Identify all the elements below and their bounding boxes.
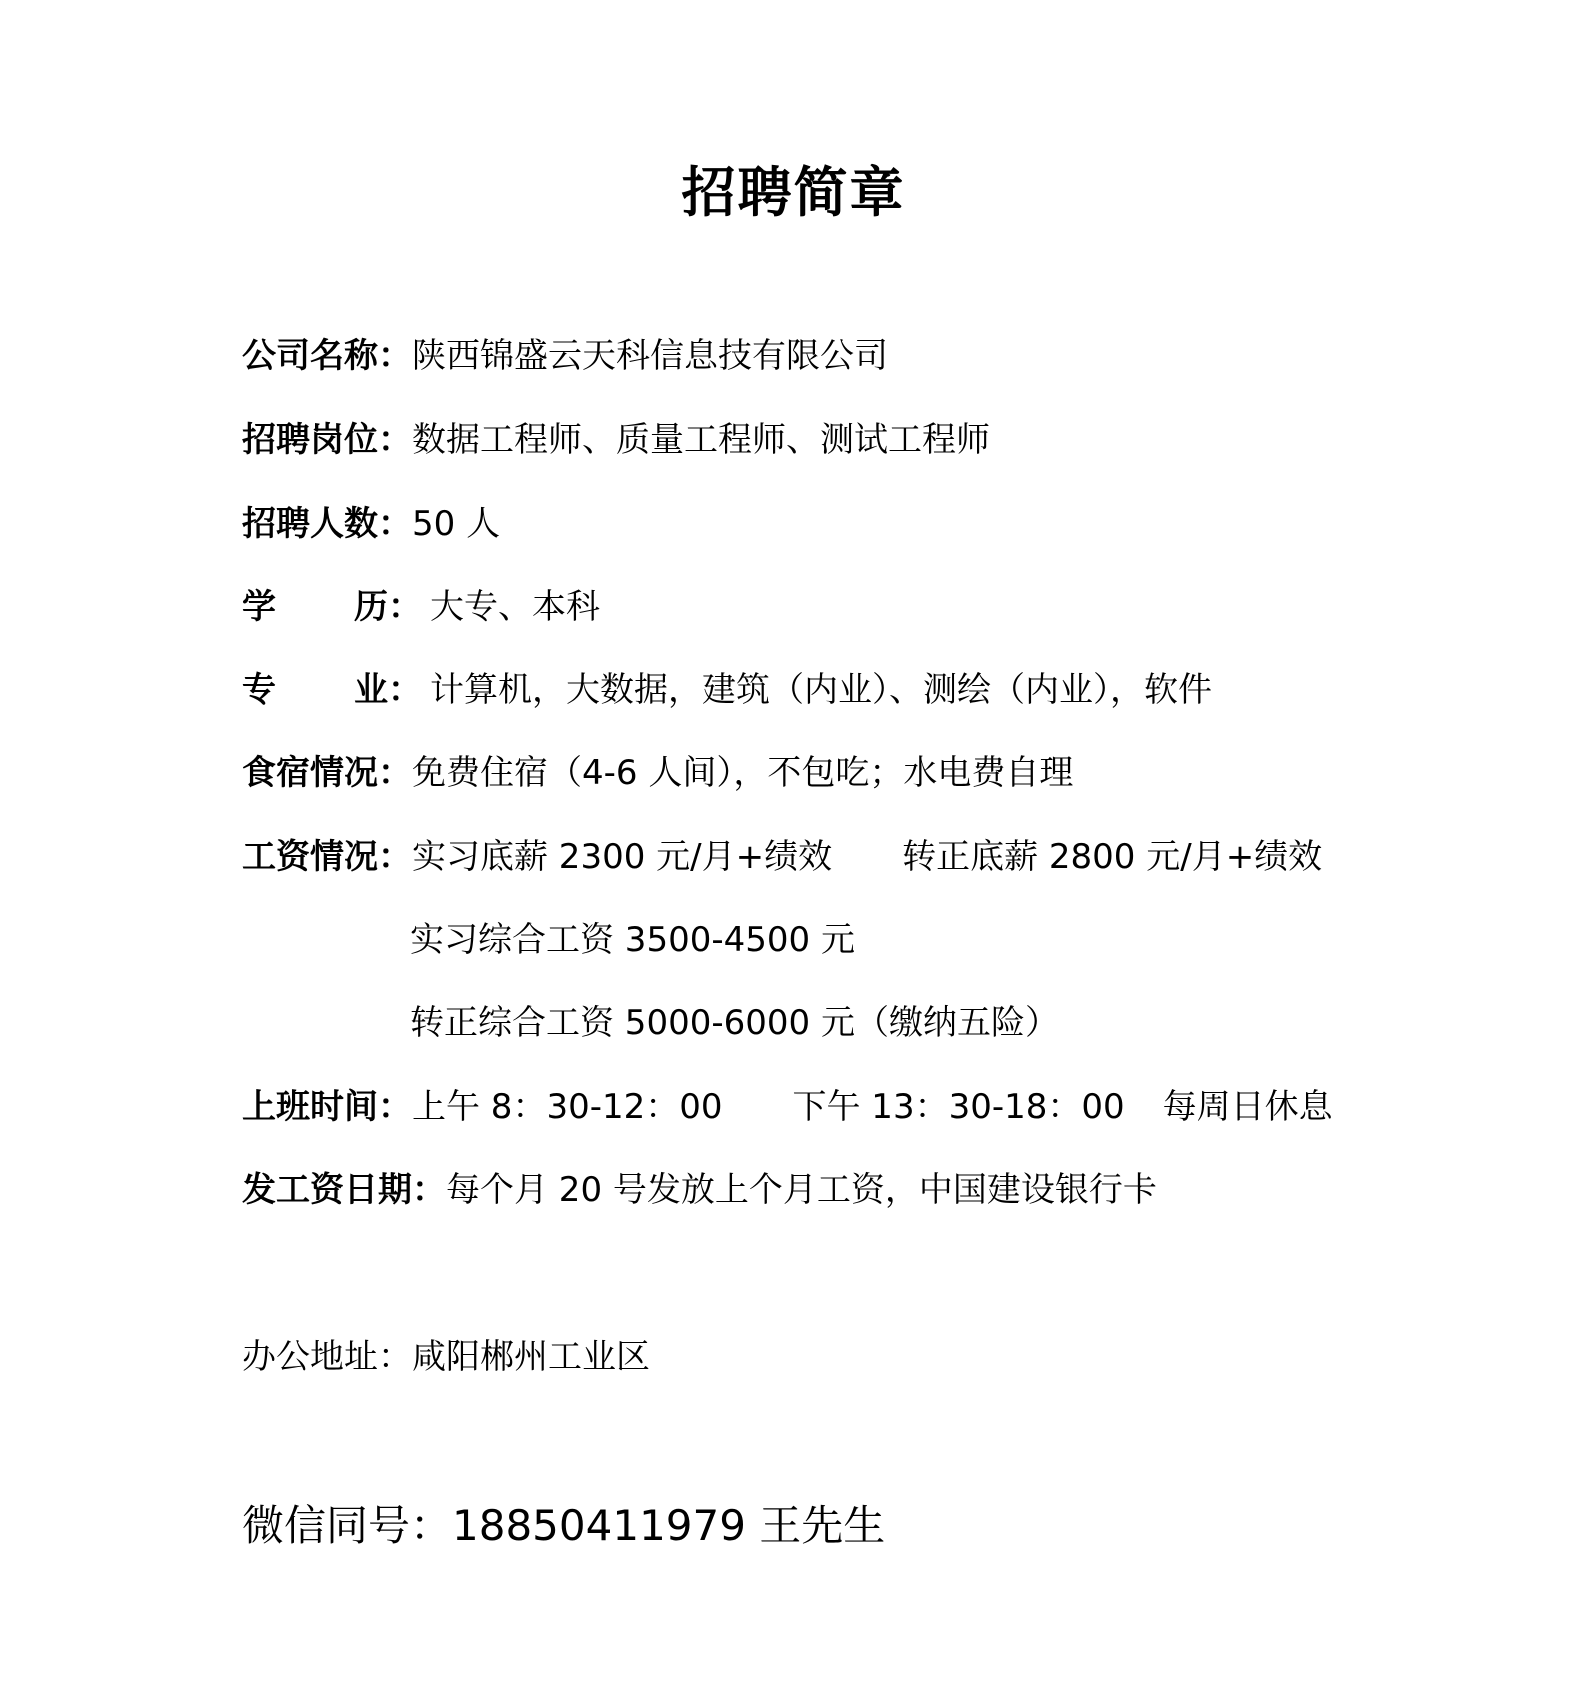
- major-value: 计算机，大数据，建筑（内业）、测绘（内业），软件: [430, 670, 1212, 710]
- salary-row: [242, 835, 1322, 879]
- positions-row: [242, 418, 990, 462]
- address-row: [242, 1335, 650, 1379]
- page-title: 招聘简章: [681, 160, 906, 224]
- wechat-value: 18850411979 王先生: [452, 1501, 886, 1550]
- hours-rest: 每周日休息: [1162, 1087, 1333, 1127]
- company-label: 公司名称：: [242, 336, 412, 376]
- education-label-a: 学: [242, 587, 276, 627]
- headcount-value: 50 人: [412, 504, 501, 544]
- lodging-label: 食宿情况：: [242, 753, 412, 793]
- company-value: 陕西锦盛云天科信息技有限公司: [412, 336, 888, 376]
- salary-intern-base: 实习底薪 2300 元/月+绩效: [412, 837, 833, 877]
- payday-value: 每个月 20 号发放上个月工资，中国建设银行卡: [446, 1170, 1157, 1210]
- payday-row: [242, 1168, 1157, 1212]
- address-label: 办公地址：: [242, 1337, 412, 1377]
- address-value: 咸阳郴州工业区: [412, 1337, 650, 1377]
- payday-label: 发工资日期：: [242, 1170, 446, 1210]
- salary-label: 工资情况：: [242, 837, 412, 877]
- lodging-value: 免费住宿（4-6 人间），不包吃；水电费自理: [412, 753, 1074, 793]
- major-row: [242, 668, 1212, 712]
- major-label: [242, 668, 430, 712]
- salary-regular-total: 转正综合工资 5000-6000 元（缴纳五险）: [410, 1003, 1059, 1043]
- education-label-b: 历：: [354, 587, 422, 627]
- education-value: 大专、本科: [430, 587, 600, 627]
- salary-intern-total: 实习综合工资 3500-4500 元: [410, 920, 855, 960]
- positions-label: 招聘岗位：: [242, 420, 412, 460]
- wechat-row: [242, 1500, 885, 1552]
- company-row: [242, 334, 888, 378]
- major-label-a: 专: [242, 670, 276, 710]
- salary-regular-base: 转正底薪 2800 元/月+绩效: [902, 837, 1323, 877]
- education-row: [242, 585, 600, 629]
- lodging-row: [242, 751, 1073, 795]
- hours-morning: 上午 8：30-12：00: [412, 1087, 723, 1127]
- hours-afternoon: 下午 13：30-18：00: [792, 1087, 1125, 1127]
- major-label-b: 业：: [354, 670, 422, 710]
- headcount-label: 招聘人数：: [242, 504, 412, 544]
- headcount-row: [242, 502, 500, 546]
- education-label: [242, 585, 430, 629]
- positions-value: 数据工程师、质量工程师、测试工程师: [412, 420, 990, 460]
- hours-row: [242, 1085, 1333, 1129]
- wechat-label: 微信同号：: [242, 1501, 453, 1550]
- hours-label: 上班时间：: [242, 1087, 412, 1127]
